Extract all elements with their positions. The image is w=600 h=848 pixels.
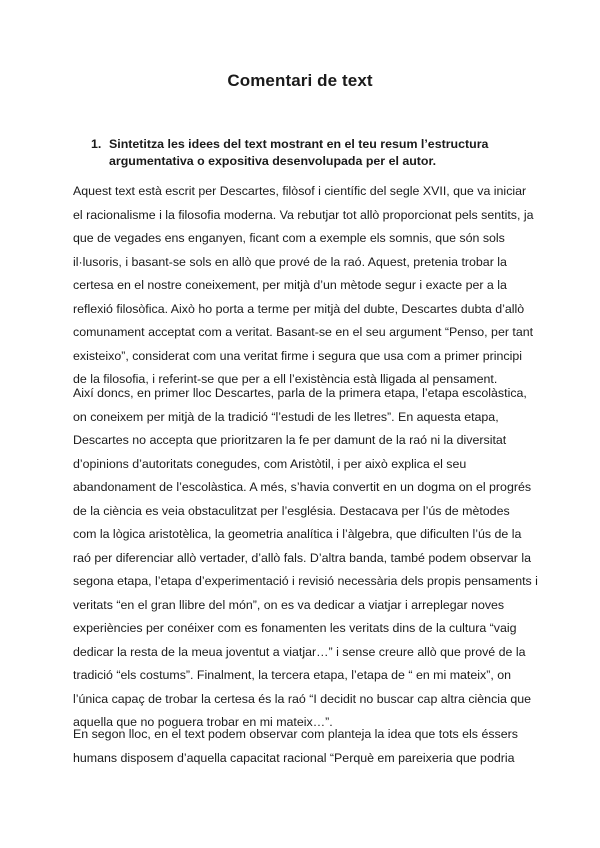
text-line: el racionalisme i la filosofia moderna. Va rebutjar tot allò proporcionat pels sentits, ja [73,207,534,222]
text-line: veritats “en el gran llibre del món”, on es va dedicar a viatjar i arreplegar noves [73,597,505,612]
text-line: certesa en el nostre coneixement, per mitjà d’un mètode segur i exacte per a la [73,278,507,292]
text-line: experiències per conéixer com es fonamenten les veritats dins de la cultura “vaig [73,621,517,635]
text-line: com la lògica aristotèlica, la geometria analítica i l’àlgebra, que dificulten l’ús de la [73,527,522,541]
text-line: dedicar la resta de la meua joventut a viatjar…” i sense creure allò que prové de la [73,644,526,659]
text-line: comunament acceptat com a veritat. Basant-se en el seu argument “Penso, per tant [73,325,534,339]
paragraph-intro [73,180,533,392]
text-line: Així doncs, en primer lloc Descartes, parla de la primera etapa, l’etapa escolàstica, [73,386,527,400]
text-line: de la ciència es veia obstaculitzat per l’església. Destacava per l’ús de mètodes [73,503,510,518]
text-line: reflexió filosòfica. Això ho porta a terme per mitjà del dubte, Descartes dubta d’allò [73,301,525,316]
question-number: 1. [91,137,102,151]
question-item [91,136,531,170]
text-line: humans disposem d’aquella capacitat racional “Perquè em pareixeria que podria [73,750,515,765]
paragraph-first-point [73,382,538,735]
question-text [109,136,531,170]
paragraph-second-point [73,723,533,770]
text-line: de la filosofia, i referint-se que per a ell l’existència està lligada al pensament. [73,372,498,386]
page-title: Comentari de text [227,71,373,90]
text-line: on coneixem per mitjà de la tradició “l’estudi de les lletres”. En aquesta etapa, [73,409,499,424]
text-line: il·lusoris, i basant-se sols en allò que prové de la raó. Aquest, pretenia trobar la [73,254,507,269]
text-line: d’opinions d’autoritats conegudes, com Aristòtil, i per això explica el seu [73,456,467,471]
text-line: Descartes no accepta que prioritzaren la fe per damunt de la raó ni la diversitat [73,433,507,447]
text-line: tradició “els costums”. Finalment, la tercera etapa, l’etapa de “ en mi mateix”, on [73,668,511,682]
text-line: raó per diferenciar allò vertader, d’allò fals. D’altra banda, també podem observar la [73,550,532,565]
text-line: que de vegades ens enganyen, ficant com a exemple els somnis, que són sols [73,231,505,245]
text-line: En segon lloc, en el text podem observar com planteja la idea que tots els éssers [73,727,518,741]
question-line: argumentativa o expositiva desenvolupada per el autor. [109,154,437,168]
text-line: aquella que no poguera trobar en mi mateix…”. [73,715,333,729]
question-line: Sintetitza les idees del text mostrant en el teu resum l’estructura [109,137,489,151]
text-line: segona etapa, l’etapa d’experimentació i revisió necessària dels propis pensaments i [73,574,538,588]
text-line: l’única capaç de trobar la certesa és la raó “I decidit no buscar cap altra ciència que [73,691,532,706]
text-line: abandonament de l’escolàstica. A més, s’havia convertit en un dogma on el progrés [73,480,532,494]
text-line: Aquest text està escrit per Descartes, filòsof i científic del segle XVII, que va iniciar [73,184,527,198]
text-line: existeixo”, considerat com una veritat firme i segura que usa com a primer principi [73,348,523,363]
